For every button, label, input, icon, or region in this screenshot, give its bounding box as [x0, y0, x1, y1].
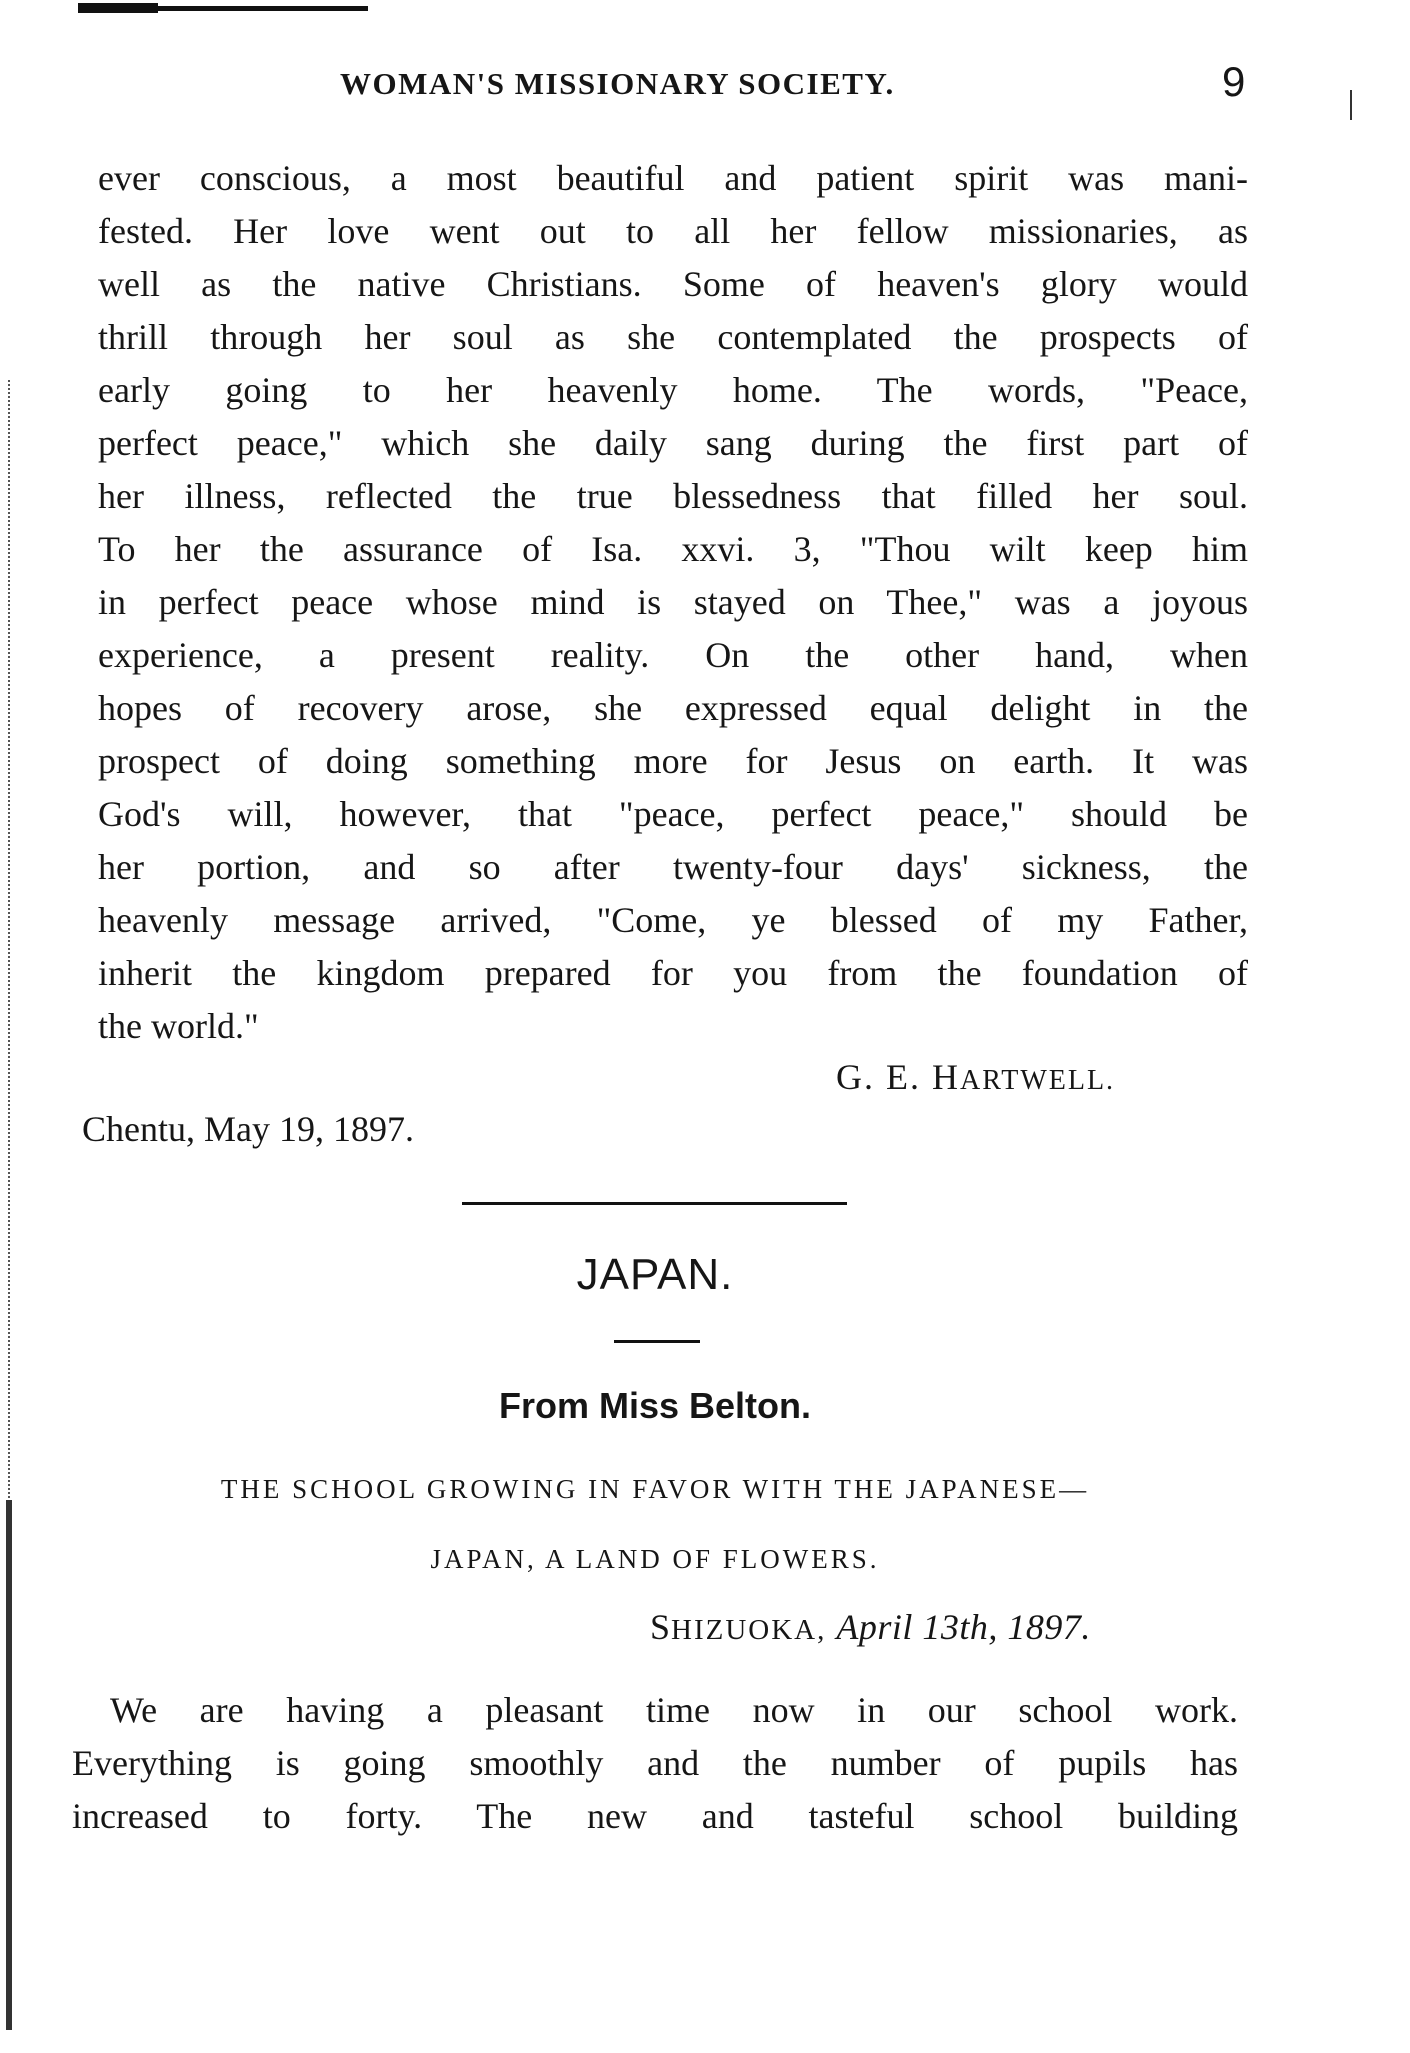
text-line: thrill through her soul as she contemplated the prospects of — [98, 317, 1248, 357]
signature-initial: G. E. H — [836, 1057, 960, 1097]
place-date: Chentu, May 19, 1897. — [82, 1109, 414, 1149]
dateline — [650, 1606, 1091, 1648]
text-line: well as the native Christians. Some of heaven's glory would — [98, 264, 1248, 304]
letter-paragraph-2 — [72, 1684, 1238, 1843]
signature — [836, 1056, 1115, 1098]
top-rule — [78, 6, 368, 11]
text-line: early going to her heavenly home. The words, "Peace, — [98, 370, 1248, 410]
dateline-date: April 13th, 1897. — [836, 1607, 1091, 1647]
text-line: heavenly message arrived, "Come, ye blessed of my Father, — [98, 900, 1248, 940]
subheading-line: JAPAN, A LAND OF FLOWERS. — [430, 1544, 880, 1574]
running-head: WOMAN'S MISSIONARY SOCIETY. — [340, 66, 895, 101]
text-line: We are having a pleasant time now in our school work. — [110, 1690, 1238, 1730]
text-line: in perfect peace whose mind is stayed on Thee," was a joyous — [98, 582, 1248, 622]
text-line: To her the assurance of Isa. xxvi. 3, "Thou wilt keep him — [98, 529, 1248, 569]
page-number: 9 — [1222, 58, 1246, 105]
text-line: hopes of recovery arose, she expressed equal delight in the — [98, 688, 1248, 728]
text-line: perfect peace," which she daily sang during the first part of — [98, 423, 1248, 463]
text-line: fested. Her love went out to all her fellow missionaries, as — [98, 211, 1248, 251]
text-line: Everything is going smoothly and the number of pupils has — [72, 1743, 1238, 1783]
subheading-line: THE SCHOOL GROWING IN FAVOR WITH THE JAPANESE— — [220, 1474, 1090, 1504]
dateline-place-rest: HIZUOKA, — [671, 1614, 827, 1646]
section-divider — [462, 1202, 847, 1205]
dateline-place-initial: S — [650, 1607, 672, 1647]
section-heading: JAPAN. — [576, 1250, 734, 1299]
text-line: prospect of doing something more for Jesus on earth. It was — [98, 741, 1248, 781]
text-line: experience, a present reality. On the other hand, when — [98, 635, 1248, 675]
from-line: From Miss Belton. — [498, 1385, 812, 1426]
signature-rest: ARTWELL. — [960, 1065, 1116, 1096]
text-line: the world." — [98, 1006, 259, 1046]
letter-paragraph — [98, 152, 1248, 1053]
heading-rule — [614, 1340, 700, 1343]
text-line: her portion, and so after twenty-four days' sickness, the — [98, 847, 1248, 887]
right-edge-mark — [1350, 90, 1352, 120]
text-line: increased to forty. The new and tasteful school building — [72, 1796, 1238, 1836]
text-line: ever conscious, a most beautiful and patient spirit was mani- — [98, 158, 1248, 198]
text-line: inherit the kingdom prepared for you from the foundation of — [98, 953, 1248, 993]
text-line: God's will, however, that "peace, perfect peace," should be — [98, 794, 1248, 834]
text-line: her illness, reflected the true blessedness that filled her soul. — [98, 476, 1248, 516]
binding-edge-bar — [6, 1500, 12, 2030]
